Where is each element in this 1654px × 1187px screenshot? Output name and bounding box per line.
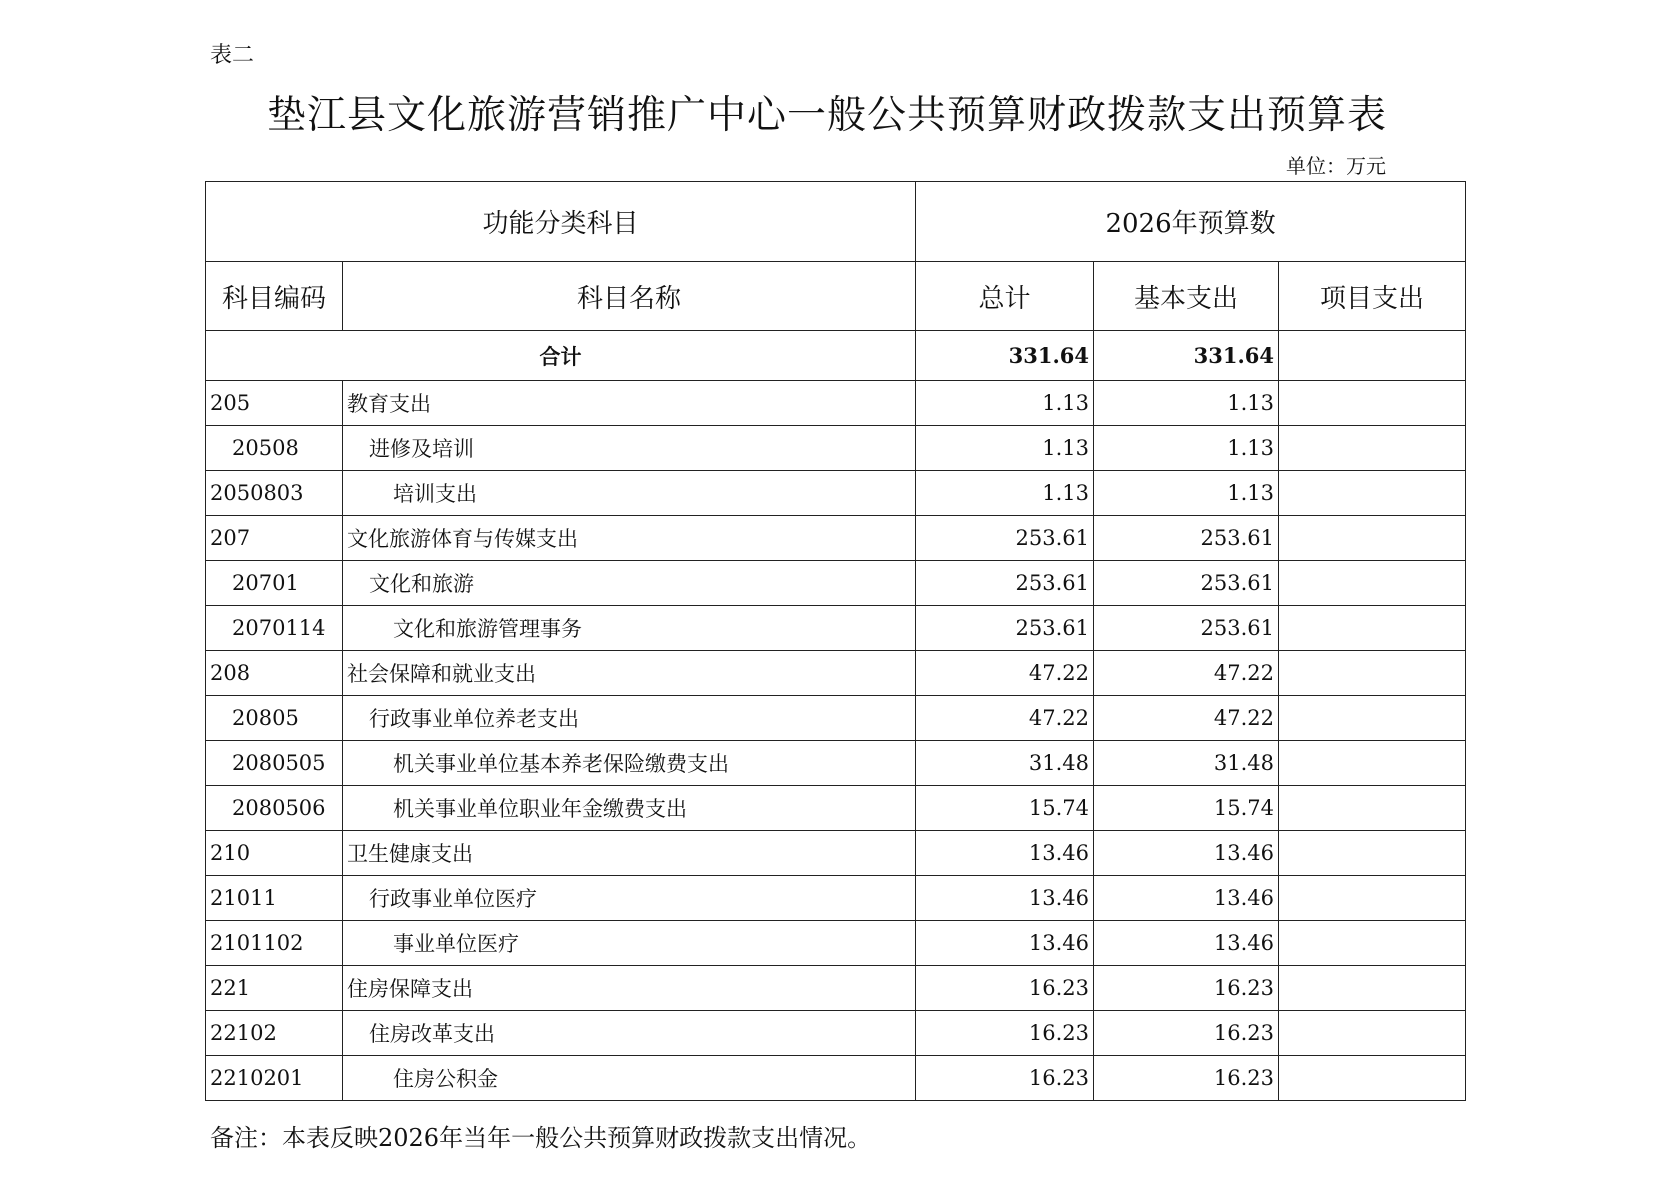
row-name: 培训支出	[343, 471, 916, 516]
row-basic: 16.23	[1094, 1056, 1279, 1101]
row-project	[1279, 966, 1466, 1011]
header-row-columns	[206, 262, 1466, 331]
header-functional-classification: 功能分类科目	[206, 182, 916, 262]
row-total: 15.74	[916, 786, 1094, 831]
total-total: 331.64	[916, 331, 1094, 381]
row-name: 住房改革支出	[343, 1011, 916, 1056]
row-total: 16.23	[916, 1056, 1094, 1101]
table-row	[206, 606, 1466, 651]
row-name: 社会保障和就业支出	[343, 651, 916, 696]
total-label: 合计	[206, 331, 916, 381]
row-basic: 47.22	[1094, 696, 1279, 741]
row-name: 住房保障支出	[343, 966, 916, 1011]
table-row	[206, 516, 1466, 561]
table-row	[206, 696, 1466, 741]
row-project	[1279, 471, 1466, 516]
table-row	[206, 831, 1466, 876]
row-name: 机关事业单位基本养老保险缴费支出	[343, 741, 916, 786]
table-row	[206, 921, 1466, 966]
row-basic: 253.61	[1094, 561, 1279, 606]
total-project	[1279, 331, 1466, 381]
total-basic: 331.64	[1094, 331, 1279, 381]
row-basic: 253.61	[1094, 606, 1279, 651]
row-basic: 13.46	[1094, 831, 1279, 876]
row-name: 行政事业单位医疗	[343, 876, 916, 921]
row-project	[1279, 831, 1466, 876]
table-row	[206, 786, 1466, 831]
row-project	[1279, 606, 1466, 651]
header-budget-year: 2026年预算数	[916, 182, 1466, 262]
unit-label: 单位：万元	[1286, 154, 1386, 178]
row-code: 20508	[206, 426, 343, 471]
table-row	[206, 876, 1466, 921]
row-basic: 253.61	[1094, 516, 1279, 561]
row-basic: 31.48	[1094, 741, 1279, 786]
row-basic: 16.23	[1094, 1011, 1279, 1056]
row-name: 事业单位医疗	[343, 921, 916, 966]
row-project	[1279, 1056, 1466, 1101]
row-total: 253.61	[916, 606, 1094, 651]
row-basic: 1.13	[1094, 426, 1279, 471]
page-title: 垫江县文化旅游营销推广中心一般公共预算财政拨款支出预算表	[266, 93, 1387, 138]
row-code: 210	[206, 831, 343, 876]
row-code: 20805	[206, 696, 343, 741]
header-project: 项目支出	[1279, 262, 1466, 331]
row-code: 22102	[206, 1011, 343, 1056]
row-code: 21011	[206, 876, 343, 921]
row-name: 进修及培训	[343, 426, 916, 471]
row-project	[1279, 426, 1466, 471]
row-name: 机关事业单位职业年金缴费支出	[343, 786, 916, 831]
row-name: 住房公积金	[343, 1056, 916, 1101]
row-project	[1279, 921, 1466, 966]
row-basic: 1.13	[1094, 471, 1279, 516]
row-name: 文化和旅游	[343, 561, 916, 606]
row-name: 教育支出	[343, 381, 916, 426]
row-name: 行政事业单位养老支出	[343, 696, 916, 741]
row-project	[1279, 651, 1466, 696]
row-total: 253.61	[916, 516, 1094, 561]
table-row	[206, 1011, 1466, 1056]
row-code: 208	[206, 651, 343, 696]
row-code: 2080506	[206, 786, 343, 831]
row-project	[1279, 1011, 1466, 1056]
header-code: 科目编码	[206, 262, 343, 331]
row-basic: 47.22	[1094, 651, 1279, 696]
row-project	[1279, 741, 1466, 786]
table-row	[206, 1056, 1466, 1101]
row-total: 1.13	[916, 471, 1094, 516]
row-code: 2050803	[206, 471, 343, 516]
row-total: 47.22	[916, 696, 1094, 741]
row-basic: 13.46	[1094, 876, 1279, 921]
row-code: 221	[206, 966, 343, 1011]
row-project	[1279, 516, 1466, 561]
row-project	[1279, 381, 1466, 426]
row-total: 1.13	[916, 381, 1094, 426]
row-project	[1279, 786, 1466, 831]
table-row	[206, 966, 1466, 1011]
table-body	[206, 331, 1466, 1101]
row-total: 1.13	[916, 426, 1094, 471]
row-total: 253.61	[916, 561, 1094, 606]
table-row	[206, 426, 1466, 471]
header-row-group	[206, 182, 1466, 262]
row-project	[1279, 696, 1466, 741]
header-basic: 基本支出	[1094, 262, 1279, 331]
row-total: 13.46	[916, 831, 1094, 876]
row-total: 13.46	[916, 876, 1094, 921]
row-total: 31.48	[916, 741, 1094, 786]
row-code: 2070114	[206, 606, 343, 651]
row-code: 205	[206, 381, 343, 426]
row-code: 207	[206, 516, 343, 561]
header-total: 总计	[916, 262, 1094, 331]
total-row	[206, 331, 1466, 381]
table-label: 表二	[210, 43, 255, 68]
row-total: 13.46	[916, 921, 1094, 966]
row-basic: 13.46	[1094, 921, 1279, 966]
table-row	[206, 651, 1466, 696]
row-code: 20701	[206, 561, 343, 606]
row-project	[1279, 561, 1466, 606]
row-basic: 1.13	[1094, 381, 1279, 426]
table-row	[206, 561, 1466, 606]
table-row	[206, 471, 1466, 516]
row-total: 47.22	[916, 651, 1094, 696]
row-total: 16.23	[916, 1011, 1094, 1056]
row-code: 2080505	[206, 741, 343, 786]
row-name: 文化和旅游管理事务	[343, 606, 916, 651]
row-name: 文化旅游体育与传媒支出	[343, 516, 916, 561]
row-total: 16.23	[916, 966, 1094, 1011]
row-code: 2101102	[206, 921, 343, 966]
row-basic: 16.23	[1094, 966, 1279, 1011]
budget-table	[205, 181, 1466, 1101]
row-project	[1279, 876, 1466, 921]
row-basic: 15.74	[1094, 786, 1279, 831]
table-row	[206, 381, 1466, 426]
row-code: 2210201	[206, 1056, 343, 1101]
header-name: 科目名称	[343, 262, 916, 331]
footnote: 备注：本表反映2026年当年一般公共预算财政拨款支出情况。	[210, 1124, 872, 1152]
row-name: 卫生健康支出	[343, 831, 916, 876]
table-row	[206, 741, 1466, 786]
